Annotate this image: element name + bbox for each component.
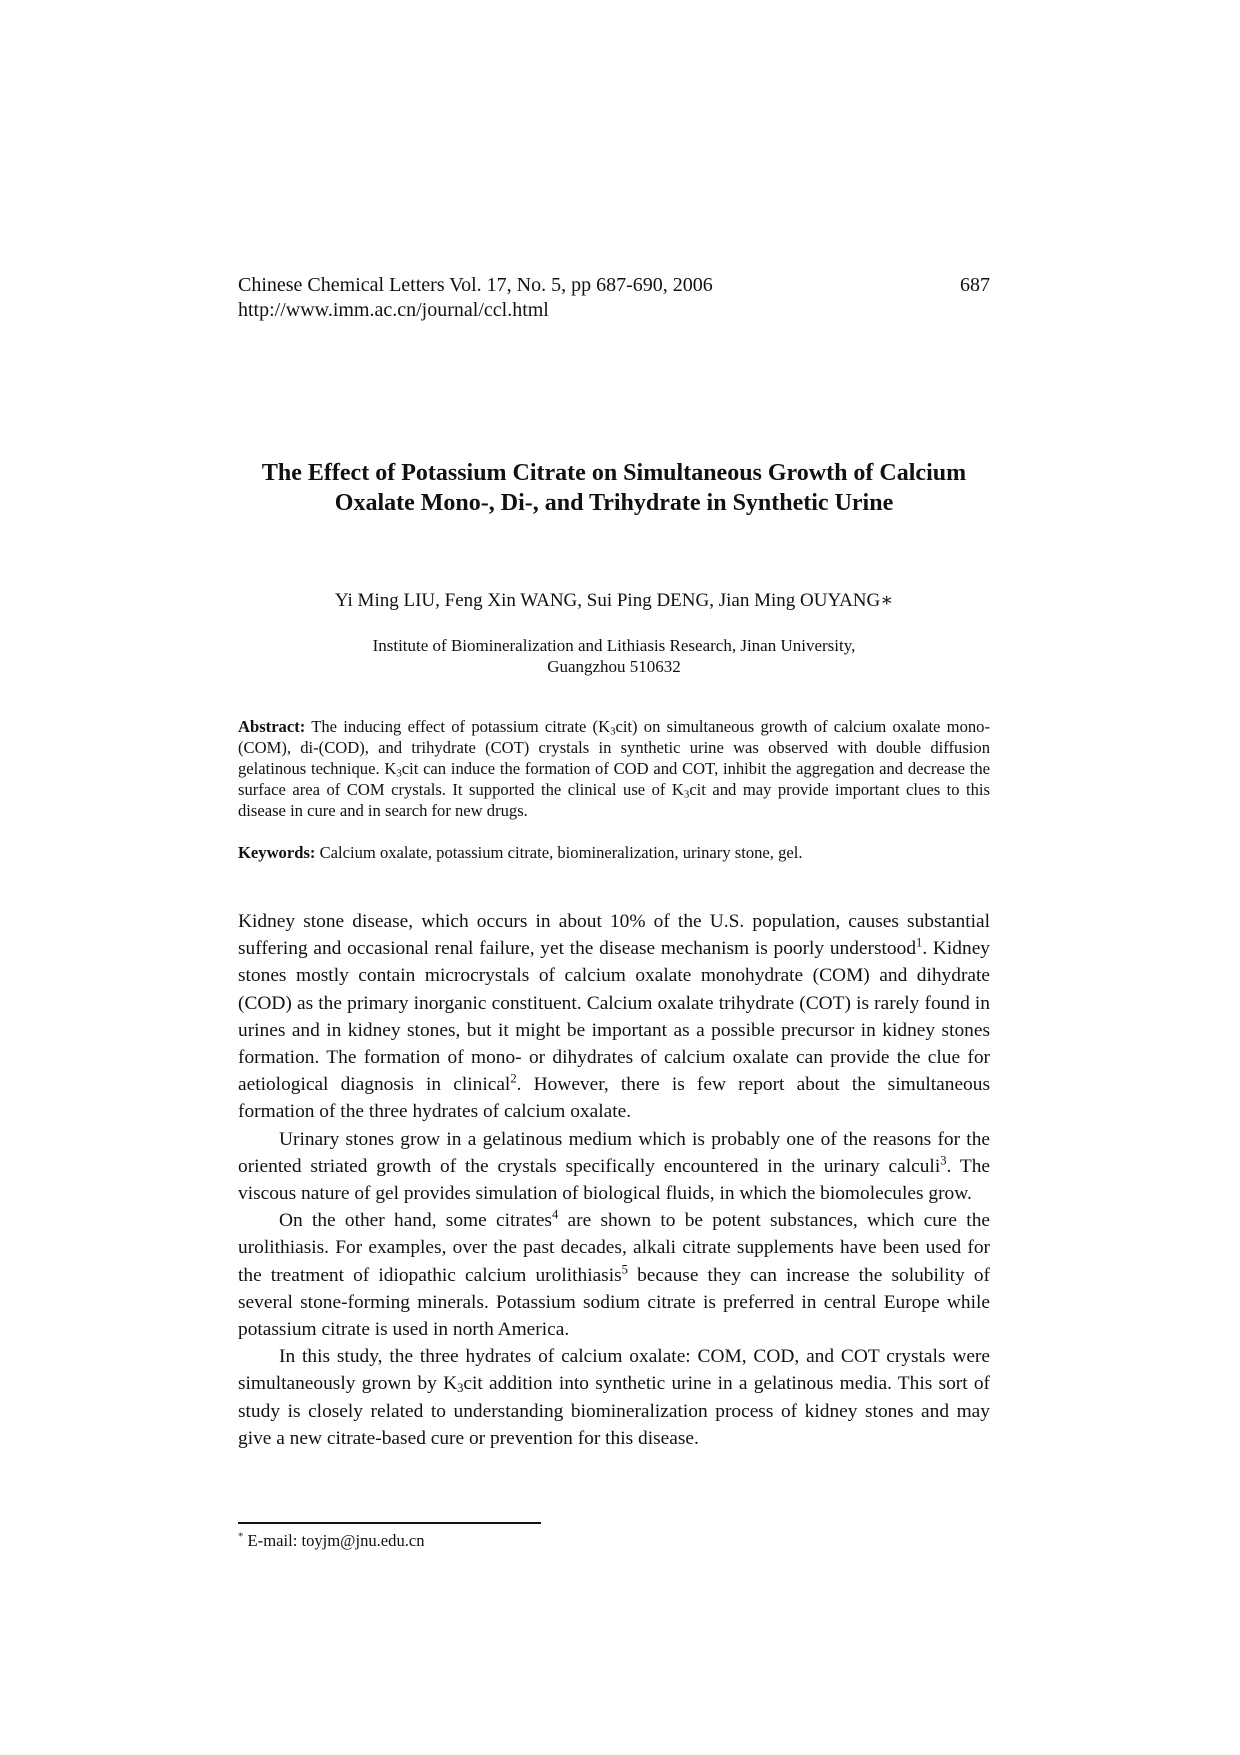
title-line-2: Oxalate Mono-, Di-, and Trihydrate in Synthetic Urine bbox=[334, 490, 894, 516]
subscript: 3 bbox=[683, 788, 690, 801]
paragraph-text: because they can increase the solubility of several stone-forming minerals. Potassium sodium citrate is preferred in central Europe while potassium citrate is used in north America. bbox=[238, 1264, 990, 1341]
subscript: 3 bbox=[457, 1381, 464, 1396]
body-text bbox=[238, 908, 990, 1452]
paragraph bbox=[238, 1126, 990, 1208]
abstract-text: The inducing effect of potassium citrate (K bbox=[305, 717, 611, 736]
subscript: 3 bbox=[396, 767, 402, 780]
page-number: 687 bbox=[960, 274, 990, 296]
author-list bbox=[238, 589, 990, 613]
reference-mark: 4 bbox=[551, 1207, 559, 1222]
paragraph-text: cit addition into synthetic urine in a gelatinous media. This sort of study is closely related to understanding biomineralization process of kidney stones and may give a new citrate-based cure or prevention for this disease. bbox=[238, 1373, 991, 1449]
affiliation-line-1: Institute of Biomineralization and Lithiasis Research, Jinan University, bbox=[372, 636, 856, 655]
subscript: 3 bbox=[610, 725, 616, 738]
paragraph bbox=[238, 1207, 990, 1343]
title-line-1: The Effect of Potassium Citrate on Simultaneous Growth of Calcium bbox=[261, 460, 967, 486]
journal-url: http://www.imm.ac.cn/journal/ccl.html bbox=[238, 299, 549, 321]
paragraph-text: Kidney stone disease, which occurs in about 10% of the U.S. population, causes substantial suffering and occasional renal failure, yet the disease mechanism is poorly understood bbox=[238, 911, 990, 960]
abstract-text: cit can induce the formation of COD and COT, inhibit the aggregation and decrease the surface area of COM crystals. It supported the clinical use of K bbox=[238, 759, 990, 799]
reference-mark: 1 bbox=[916, 935, 923, 950]
footnote bbox=[238, 1530, 425, 1551]
abstract-text: cit and may provide important clues to this disease in cure and in search for new drugs. bbox=[238, 780, 990, 820]
affiliation-line-2: Guangzhou 510632 bbox=[547, 657, 681, 676]
abstract-text: cit) on simultaneous growth of calcium oxalate mono-(COM), di-(COD), and trihydrate (COT) crystals in synthetic urine was observed with double diffusion gelatinous technique. K bbox=[238, 717, 990, 778]
abstract bbox=[238, 716, 990, 821]
journal-header bbox=[238, 273, 990, 323]
paragraph bbox=[238, 1343, 990, 1452]
paragraph-text: On the other hand, some citrates bbox=[279, 1210, 552, 1232]
paragraph-text: . However, there is few report about the simultaneous formation of the three hydrates of calcium oxalate. bbox=[238, 1074, 990, 1123]
affiliation bbox=[238, 635, 990, 677]
reference-mark: 2 bbox=[510, 1071, 517, 1086]
footnote-email: E-mail: toyjm@jnu.edu.cn bbox=[243, 1531, 425, 1550]
keywords-text: Calcium oxalate, potassium citrate, biomineralization, urinary stone, gel. bbox=[315, 843, 803, 862]
author-names: Yi Ming LIU, Feng Xin WANG, Sui Ping DENG, Jian Ming OUYANG bbox=[334, 590, 881, 611]
corresponding-author-mark: ∗ bbox=[880, 590, 894, 611]
paragraph-text: . The viscous nature of gel provides simulation of biological fluids, in which the biomolecules grow. bbox=[238, 1155, 990, 1205]
paragraph-text: In this study, the three hydrates of calcium oxalate: COM, COD, and COT crystals were simultaneously grown by K bbox=[238, 1346, 990, 1395]
reference-mark: 3 bbox=[940, 1153, 947, 1168]
keywords bbox=[238, 842, 990, 863]
footnote-rule bbox=[238, 1522, 541, 1524]
paper-title bbox=[238, 458, 990, 518]
paragraph-text: are shown to be potent substances, which cure the urolithiasis. For examples, over the past decades, alkali citrate supplements have been used for the treatment of idiopathic calcium urolithiasis bbox=[238, 1210, 990, 1286]
paragraph-text: . Kidney stones mostly contain microcrystals of calcium oxalate monohydrate (COM) and dihydrate (COD) as the primary inorganic constituent. Calcium oxalate trihydrate (COT) is rarely found in urines and in kidney stones, but it might be important as a possible precursor in kidney stones formation. The formation of mono- or dihydrates of calcium oxalate can provide the clue for aetiological diagnosis in clinical bbox=[238, 938, 990, 1096]
keywords-label: Keywords: bbox=[238, 843, 316, 862]
reference-mark: 5 bbox=[621, 1262, 628, 1277]
abstract-label: Abstract: bbox=[238, 717, 306, 736]
footnote-mark: * bbox=[238, 1530, 244, 1543]
paragraph-text: Urinary stones grow in a gelatinous medium which is probably one of the reasons for the oriented striated growth of the crystals specifically encountered in the urinary calculi bbox=[238, 1128, 990, 1177]
paragraph bbox=[238, 908, 990, 1126]
journal-citation: Chinese Chemical Letters Vol. 17, No. 5, pp 687-690, 2006 bbox=[238, 274, 713, 296]
